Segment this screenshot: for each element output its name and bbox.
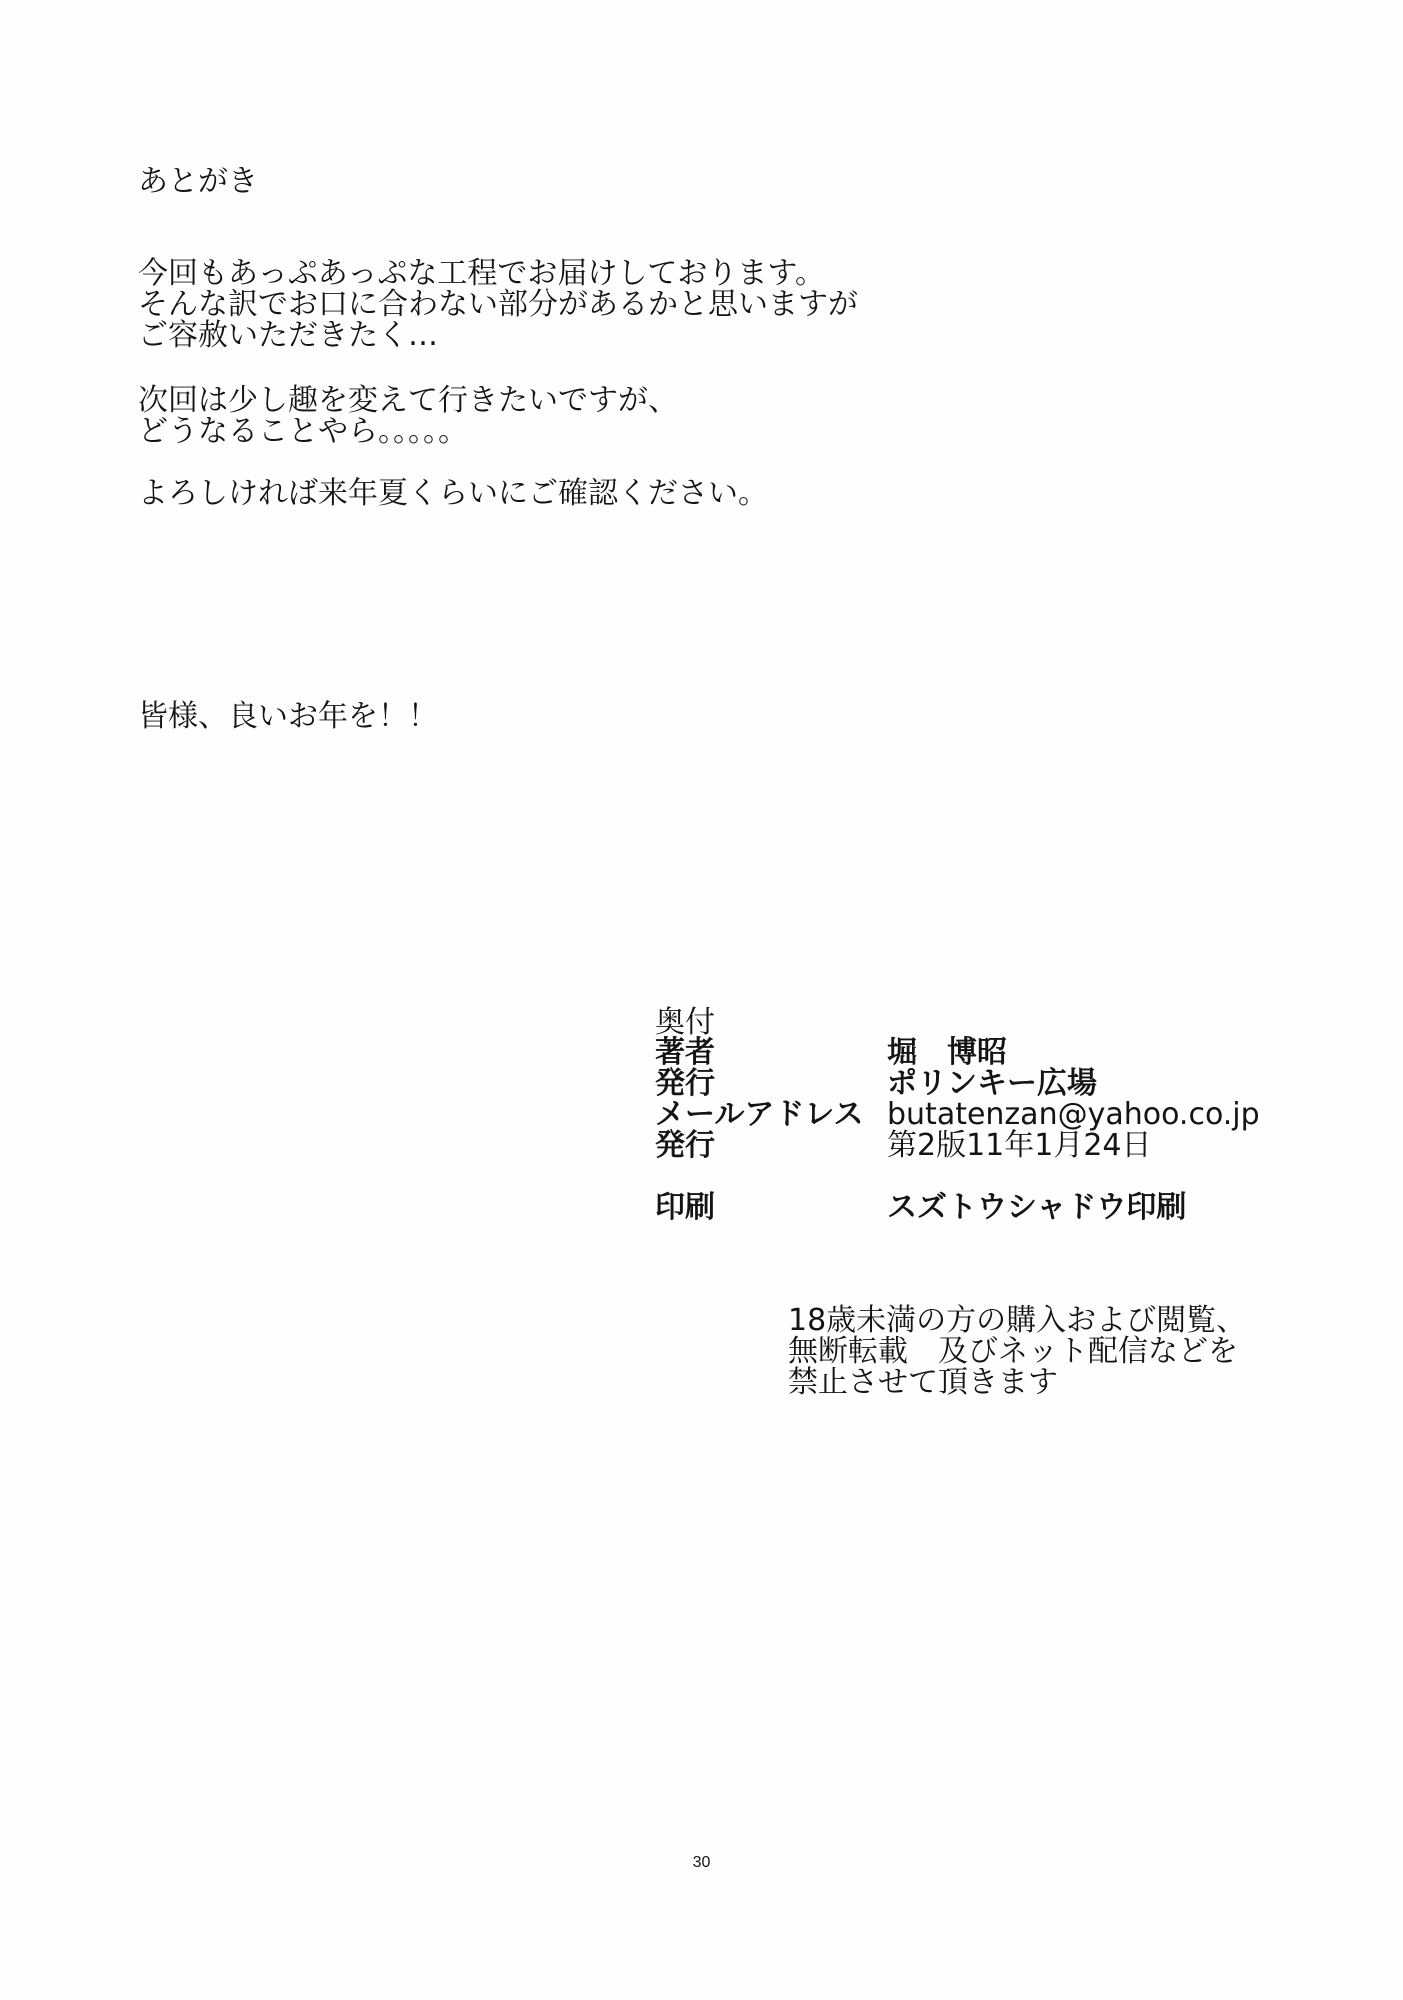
edition-value: 第2版11年1月24日 — [887, 1128, 1152, 1163]
edition-label: 発行 — [655, 1128, 715, 1163]
notice-line: 禁止させて頂きます — [788, 1365, 1058, 1400]
publisher-value: ポリンキー広場 — [887, 1066, 1097, 1101]
notice-line: 無断転載 及びネット配信などを — [788, 1334, 1238, 1369]
afterword-line: 今回もあっぷあっぷな工程でお届けしております。 — [138, 256, 825, 291]
afterword-line: そんな訳でお口に合わない部分があるかと思いますが — [138, 287, 858, 322]
page-number: 30 — [692, 1854, 711, 1871]
notice-line: 18歳未満の方の購入および閲覧、 — [788, 1303, 1247, 1338]
afterword-paragraph-2 — [138, 385, 678, 447]
afterword-line: よろしければ来年夏くらいにご確認ください。 — [138, 476, 768, 511]
publisher-label: 発行 — [655, 1066, 715, 1101]
afterword-line: ご容赦いただきたく… — [138, 318, 438, 353]
email-value: butatenzan@yahoo.co.jp — [887, 1097, 1260, 1132]
afterword-line: 次回は少し趣を変えて行きたいですが、 — [138, 383, 678, 418]
printer-label: 印刷 — [655, 1190, 715, 1225]
printer-value: スズトウシャドウ印刷 — [887, 1190, 1187, 1225]
afterword-title: あとがき — [138, 164, 258, 199]
author-value: 堀 博昭 — [887, 1035, 1007, 1070]
colophon-title: 奥付 — [655, 1005, 715, 1040]
farewell-message: 皆様、良いお年を！！ — [138, 699, 438, 734]
author-label: 著者 — [655, 1035, 715, 1070]
email-label: メールアドレス — [655, 1097, 864, 1132]
afterword-paragraph-1 — [138, 258, 858, 351]
afterword-paragraph-3 — [138, 478, 768, 509]
age-restriction-notice — [788, 1305, 1246, 1398]
afterword-line: どうなることやら。。。。。 — [138, 414, 468, 449]
